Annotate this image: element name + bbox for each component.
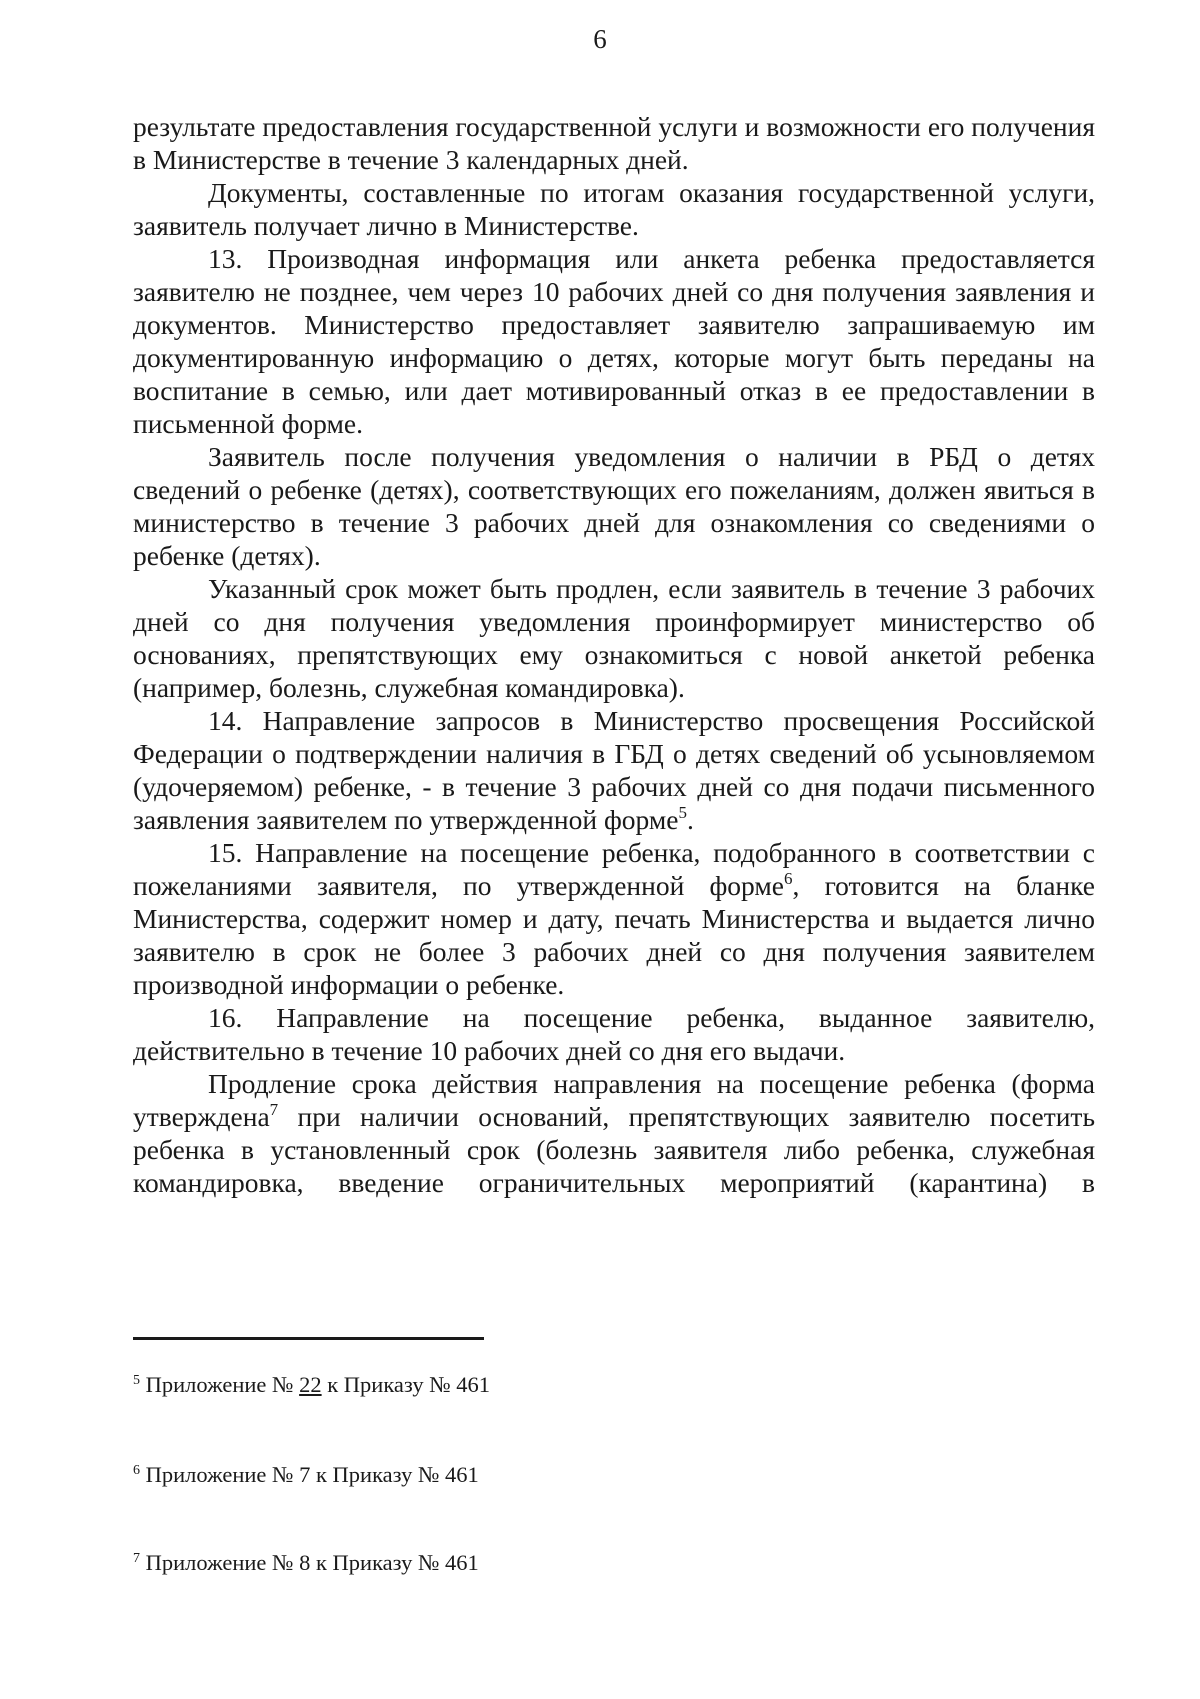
paragraph-applicant-notice: Заявитель после получения уведомления о наличии в РБД о детях сведений о ребенке (детях), соответствующих его пожеланиям, должен явиться в министерство в течение 3 рабочих дней для ознакомления со сведениями о ребенке (детях). [133,441,1095,571]
footnote-ref-6[interactable]: 6 [784,869,793,888]
footnote-separator [133,1337,484,1340]
footnote-mark: 5 [133,1373,140,1388]
footnote-5 [133,1372,490,1398]
paragraph-documents: Документы, составленные по итогам оказания государственной услуги, заявитель получает лично в Министерстве. [133,177,1095,241]
paragraph-item-15-tail: , готовится на бланке Министерства, содержит номер и дату, печать Министерства и выдается лично заявителю в срок не более 3 рабочих дней со дня получения заявителем производной информации о ребенке. [133,870,1095,1000]
paragraph-item-14-text: 14. Направление запросов в Министерство просвещения Российской Федерации о подтверждении наличия в ГБД о детях сведений об усыновляемом (удочеряемом) ребенке, - в течение 3 рабочих дней со дня подачи письменного заявления заявителем по утвержденной форме [133,705,1095,835]
footnote-ref-7[interactable]: 7 [269,1100,279,1119]
paragraph-extension-text: Продление срока действия направления на посещение ребенка (форма утверждена [133,1068,1095,1132]
paragraph-term-extension: Указанный срок может быть продлен, если заявитель в течение 3 рабочих дней со дня получения уведомления проинформирует министерство об основаниях, препятствующих ему ознакомиться с новой анкетой ребенка (например, болезнь, служебная командировка). [133,573,1095,703]
footnote-ref-5[interactable]: 5 [678,803,687,822]
footnote-mark: 7 [133,1551,140,1566]
footnote-text: Приложение № 8 к Приказу № 461 [140,1550,479,1575]
paragraph-item-14-tail: . [686,804,694,835]
paragraph-extension-tail: при наличии оснований, препятствующих заявителю посетить ребенка в установленный срок (болезнь заявителя либо ребенка, служебная командировка, введение ограничительных мероприятий (карантина) в [133,1101,1095,1198]
paragraph-item-15 [133,836,1095,1001]
footnote-text: Приложение № [140,1372,300,1397]
footnote-appendix-number: 22 [299,1372,322,1397]
paragraph-item-13: 13. Производная информация или анкета ребенка предоставляется заявителю не позднее, чем через 10 рабочих дней со дня получения заявления и документов. Министерство предоставляет заявителю запрашиваемую им документированную информацию о детях, которые могут быть переданы на воспитание в семью, или дает мотивированный отказ в ее предоставлении в письменной форме. [133,243,1095,439]
footnote-6 [133,1462,479,1488]
paragraph-item-14 [133,704,1095,836]
paragraph-item-15-text: 15. Направление на посещение ребенка, подобранного в соответствии с пожеланиями заявителя, по утвержденной форме [133,837,1095,901]
footnote-mark: 6 [133,1463,140,1478]
footnote-text-tail: к Приказу № 461 [321,1372,491,1397]
paragraph-item-16: 16. Направление на посещение ребенка, выданное заявителю, действительно в течение 10 рабочих дней со дня его выдачи. [133,1002,1095,1066]
page-number: 6 [593,24,607,54]
footnote-7 [133,1550,479,1576]
paragraph-continuation: результате предоставления государственной услуги и возможности его получения в Министерстве в течение 3 календарных дней. [133,111,1095,175]
footnote-text: Приложение № 7 к Приказу № 461 [140,1462,479,1487]
document-body [133,110,1095,1199]
paragraph-extension-referral [133,1067,1095,1199]
